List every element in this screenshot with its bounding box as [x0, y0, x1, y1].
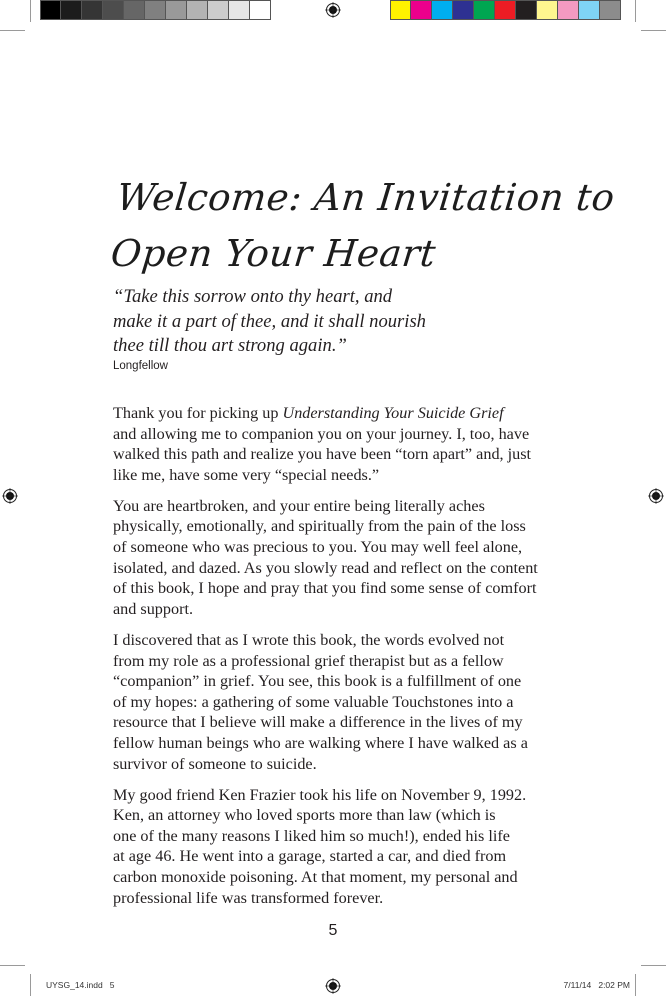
paragraph-line: Ken, an attorney who loved sports more than law (which is: [113, 806, 496, 825]
paragraph-line: fellow human beings who are walking where I have walked as a: [113, 733, 528, 752]
registration-target-icon: [325, 978, 341, 994]
chapter-title-line: Welcome: An Invitation to: [114, 176, 617, 219]
paragraph-line: resource that I believe will make a difference in the lives of my: [113, 713, 523, 732]
registration-target-icon: [325, 2, 341, 18]
paragraph-line: physically, emotionally, and spiritually from the pain of the loss: [113, 517, 526, 536]
paragraph: [113, 403, 563, 485]
crop-mark: [635, 0, 636, 22]
paragraph-line: of my hopes: a gathering of some valuable Touchstones into a: [113, 692, 514, 711]
color-swatch: [390, 0, 411, 20]
paragraph-line: at age 46. He went into a garage, started a car, and died from: [113, 847, 507, 866]
crop-mark: [0, 30, 25, 31]
crop-mark: [0, 965, 25, 966]
paragraph-line: My good friend Ken Frazier took his life on November 9, 1992.: [113, 785, 527, 804]
color-swatch: [558, 0, 579, 20]
paragraph-line: of this book, I hope and pray that you find some sense of comfort: [113, 579, 537, 598]
grayscale-color-bar: [40, 0, 271, 20]
crop-mark: [30, 974, 31, 996]
gray-swatch: [229, 0, 250, 20]
crop-mark: [635, 974, 636, 996]
paragraph-line: and support.: [113, 599, 194, 618]
paragraph-line: I discovered that as I wrote this book, the words evolved not: [113, 630, 505, 649]
gray-swatch: [61, 0, 82, 20]
color-swatch: [579, 0, 600, 20]
chapter-title-line: Open Your Heart: [108, 232, 438, 275]
epigraph-attribution: Longfellow: [113, 360, 168, 372]
text-run: Thank you for picking up: [113, 404, 283, 422]
paragraph-line: [113, 403, 563, 424]
color-swatch: [474, 0, 495, 20]
color-swatch: [411, 0, 432, 20]
gray-swatch: [166, 0, 187, 20]
paragraph-line: carbon monoxide poisoning. At that moment, my personal and: [113, 867, 518, 886]
paragraph: [113, 785, 563, 909]
body-text: [113, 403, 563, 919]
gray-swatch: [208, 0, 229, 20]
process-color-bar: [390, 0, 621, 20]
paragraph-line: walked this path and realize you have been “torn apart” and, just: [113, 445, 532, 464]
gray-swatch: [124, 0, 145, 20]
gray-swatch: [145, 0, 166, 20]
paragraph-line: from my role as a professional grief therapist but as a fellow: [113, 651, 504, 670]
gray-swatch: [250, 0, 271, 20]
color-swatch: [537, 0, 558, 20]
paragraph-line: of someone who was precious to you. You may well feel alone,: [113, 538, 523, 557]
gray-swatch: [82, 0, 103, 20]
registration-target-icon: [2, 488, 18, 504]
paragraph: [113, 630, 563, 774]
epigraph-quote: [113, 285, 513, 359]
color-swatch: [432, 0, 453, 20]
crop-mark: [641, 965, 666, 966]
color-swatch: [453, 0, 474, 20]
page-number: 5: [328, 922, 338, 939]
paragraph-line: isolated, and dazed. As you slowly read and reflect on the content: [113, 558, 538, 577]
crop-mark: [641, 30, 666, 31]
paragraph-line: You are heartbroken, and your entire being literally aches: [113, 496, 485, 515]
book-title: Understanding Your Suicide Grief: [282, 404, 504, 422]
slug-filename: UYSG_14.indd 5: [46, 980, 115, 990]
paragraph-line: professional life was transformed forever.: [113, 888, 384, 907]
paragraph-line: survivor of someone to suicide.: [113, 754, 317, 773]
paragraph-line: one of the many reasons I liked him so much!), ended his life: [113, 826, 510, 845]
paragraph-line: “companion” in grief. You see, this book is a fulfillment of one: [113, 672, 522, 691]
paragraph: [113, 496, 563, 620]
gray-swatch: [103, 0, 124, 20]
epigraph-line: “Take this sorrow onto thy heart, and: [113, 286, 393, 307]
crop-mark: [30, 0, 31, 22]
color-swatch: [495, 0, 516, 20]
epigraph-line: make it a part of thee, and it shall nourish: [113, 310, 426, 332]
gray-swatch: [40, 0, 61, 20]
chapter-title: [108, 170, 617, 282]
color-swatch: [600, 0, 621, 20]
color-swatch: [516, 0, 537, 20]
paragraph-line: like me, have some very “special needs.”: [113, 465, 380, 484]
paragraph-line: and allowing me to companion you on your journey. I, too, have: [113, 424, 530, 443]
gray-swatch: [187, 0, 208, 20]
slug-datetime: 7/11/14 2:02 PM: [563, 980, 630, 990]
registration-target-icon: [648, 488, 664, 504]
epigraph-line: thee till thou art strong again.”: [113, 335, 347, 356]
